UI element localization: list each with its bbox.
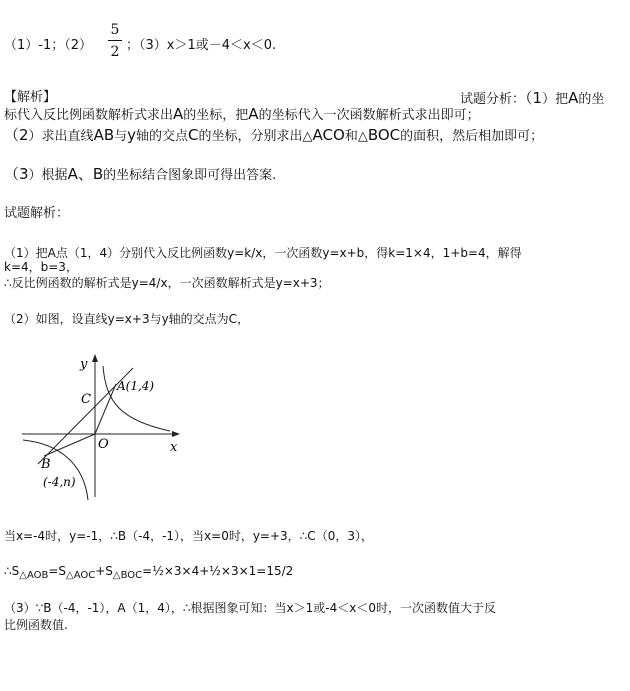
- analysis-line2: [4, 106, 480, 124]
- solution-part3-line2: 比例函数值.: [4, 618, 68, 632]
- line3-BOC: BOC: [367, 126, 401, 144]
- line2-text-c: 的坐标代入一次函数解析式求出即可；: [258, 108, 480, 123]
- line3-text-e: 和△: [344, 129, 368, 144]
- analysis-line3: [4, 127, 543, 145]
- label-A: A(1,4): [117, 379, 155, 393]
- line3-AB: AB: [93, 126, 115, 144]
- solution-header: 试题解析：: [4, 206, 70, 221]
- line3-y: y: [127, 126, 137, 144]
- area-text-c: +S: [95, 564, 113, 578]
- p1-tail-b: 的坐: [578, 92, 605, 107]
- answer-part1: （1）-1；（2）: [4, 38, 93, 53]
- line2-A2: A: [248, 105, 259, 123]
- label-C: C: [81, 392, 91, 407]
- line2-text-b: 的坐标，把: [183, 108, 249, 123]
- analysis-intro: [460, 90, 604, 108]
- fraction-denominator: 2: [110, 44, 120, 60]
- solution-part1-line1: （1）把A点（1，4）分别代入反比例函数y=k/x，一次函数y=x+b，得k=1×4，1+b=4，解得: [4, 246, 522, 260]
- function-graph-figure: [20, 352, 185, 500]
- p1-A: A: [568, 89, 579, 107]
- area-sub-AOC: △AOC: [66, 570, 96, 581]
- line3-ACO: ACO: [312, 126, 345, 144]
- x-axis-arrow: [172, 431, 180, 437]
- analysis-header: 【解析】: [4, 90, 57, 105]
- area-sub-BOC: △BOC: [112, 570, 143, 581]
- line3-text-a: ）求出直线: [28, 129, 94, 144]
- line4-text-b: 的坐标结合图象即可得出答案.: [103, 168, 277, 183]
- segment-OA: [95, 384, 116, 434]
- line2-text-a: 标代入反比例函数解析式求出: [4, 108, 174, 123]
- label-y: y: [80, 357, 88, 372]
- line2-A1: A: [173, 105, 184, 123]
- line3-text-b: 与: [114, 129, 128, 144]
- label-O: O: [98, 437, 109, 452]
- label-x: x: [170, 440, 178, 455]
- analysis-line4: [4, 166, 276, 184]
- answer-part3: ；（3）x＞1或－4＜x＜0.: [126, 38, 277, 53]
- y-axis-arrow: [92, 354, 98, 362]
- solution-part2-line3: [4, 563, 293, 584]
- solution-part1-line3: ∴反比例函数的解析式是y=4/x，一次函数解析式是y=x+3；: [4, 276, 330, 290]
- line4-AB: A、B: [67, 165, 104, 183]
- p1-tail-a: ）把: [542, 92, 569, 107]
- fraction-numerator: 5: [110, 22, 120, 38]
- solution-part2-line1: （2）如图，设直线y=x+3与y轴的交点为C，: [4, 312, 250, 326]
- line3-text-f: 的面积，然后相加即可；: [400, 129, 544, 144]
- line4-num: （3: [4, 165, 29, 183]
- area-text-a: ∴S: [4, 564, 20, 578]
- hyperbola-branch-q1: [103, 366, 170, 431]
- area-text-d: =½×3×4+½×3×1=15/2: [142, 564, 294, 578]
- p1-num: （1: [525, 89, 543, 107]
- solution-part1-line2: k=4，b=3，: [4, 260, 78, 274]
- line3-num: （2: [4, 126, 29, 144]
- label-B: B: [41, 457, 51, 472]
- line3-C: C: [188, 126, 199, 144]
- solution-part2-line2: 当x=-4时，y=-1，∴B（-4，-1），当x=0时，y=+3，∴C（0，3），: [4, 529, 373, 543]
- line3-text-c: 轴的交点: [136, 129, 189, 144]
- intro-label: 试题分析：: [460, 92, 526, 107]
- line4-text-a: ）根据: [28, 168, 68, 183]
- area-text-b: =S: [48, 564, 67, 578]
- segment-OB: [44, 434, 95, 456]
- label-B-coords: (-4,n): [43, 475, 76, 489]
- fraction-bar: [108, 40, 122, 41]
- hyperbola-branch-q3: [23, 440, 88, 500]
- area-sub-AOB: △AOB: [19, 570, 49, 581]
- solution-part3-line1: （3）∵B（-4，-1），A（1，4），∴根据图象可知：当x＞1或-4＜x＜0时，一次函数值大于反: [4, 601, 496, 615]
- line3-text-d: 的坐标，分别求出△: [198, 129, 313, 144]
